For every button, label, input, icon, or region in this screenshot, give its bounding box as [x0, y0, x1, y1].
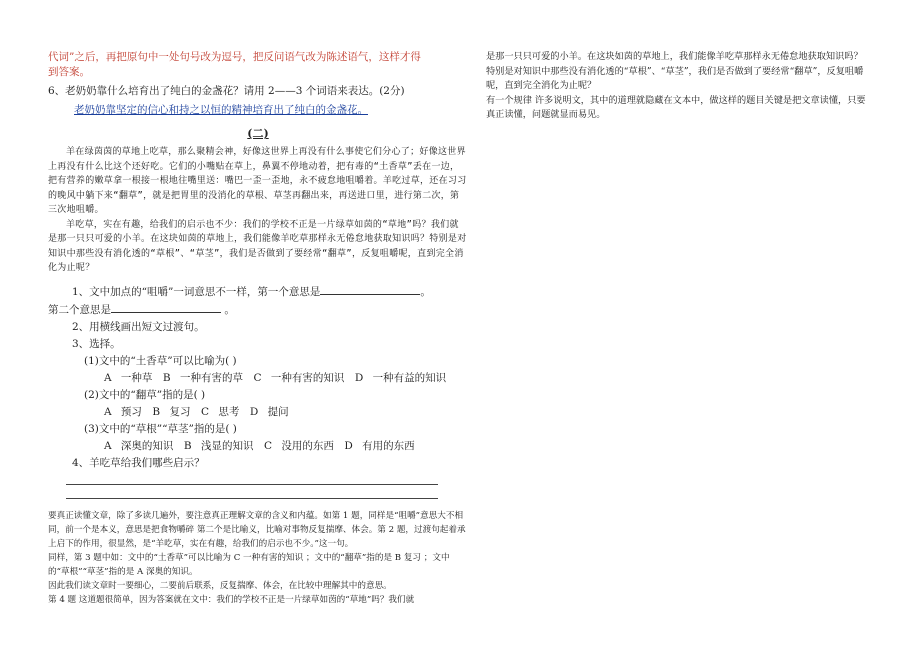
right-line-2: 特别是对知识中那些没有消化透的“草根”、“草茎”，我们是否做到了要经常“翻草”，反复咀嚼 [486, 65, 864, 77]
analysis-paragraph-2: 同样，第 3 题中如：文中的“土香草”可以比喻为 C 一种有害的知识 ；文中的“翻草”指的是 B 复习 ；文中的“草根”“草茎”指的是 A 深奥的知识。 [48, 552, 450, 577]
red-answer-line-1: 代词”之后，再把原句中一处句号改为逗号，把反问语气改为陈述语气，这样才得 [48, 51, 421, 63]
passage-paragraph-1: 羊在绿茵茵的草地上吃草，那么聚精会神，好像这世界上再没有什么事使它们分心了；好像这世界上再没有什么比这个还好吃。它们的小嘴贴在草上，鼻翼不停地动着，把有毒的“土香草”丢在一边，把有营养的嫩草拿一根接一根地往嘴里送：嘴巴一歪一歪地，永不疲怠地咀嚼着。羊吃过草，还在习习的晚风中躺下来“翻草”，就是把胃里的没消化的草根、草茎再翻出来，再送进口里，进行第二次，第三次地咀嚼。 [48, 147, 467, 215]
reading-passage [48, 145, 468, 276]
section-title: (二) [247, 127, 269, 140]
answer-line-1 [66, 471, 438, 485]
question-3-2: (2)文中的“翻草”指的是( ) [84, 388, 206, 401]
question-4: 4、羊吃草给我们哪些启示？ [72, 456, 205, 469]
question-3-1-options: A 一种草 B 一种有害的草 C 一种有害的知识 D 一种有益的知识 [104, 371, 447, 384]
analysis-paragraph-4: 第 4 题 这道题很简单，因为答案就在文中：我们的学校不正是一片绿草如茵的“草地”吗？我们就 [48, 594, 415, 605]
question-1a: 1、文中加点的“咀嚼”一词意思不一样，第一个意思是 。 [72, 285, 431, 298]
question-1b: 第二个意思是 。 [48, 303, 235, 316]
question-6-answer: 老奶奶靠坚定的信心和持之以恒的精神培育出了纯白的金盏花。 [74, 104, 368, 116]
right-column [486, 50, 886, 123]
question-3-3: (3)文中的“草根”“草茎”指的是( ) [84, 422, 237, 435]
question-3-2-options: A 预习 B 复习 C 思考 D 提问 [104, 405, 289, 418]
question-3: 3、选择。 [72, 337, 121, 350]
question-6: 6、老奶奶靠什么培育出了纯白的金盏花？请用 2——3 个词语来表达。(2分) [48, 85, 405, 97]
question-3-3-options: A 深奥的知识 B 浅显的知识 C 没用的东西 D 有用的东西 [104, 439, 415, 452]
right-line-5: 真正读懂，问题就显而易见。 [486, 109, 606, 120]
left-column [48, 50, 468, 607]
analysis-block [48, 509, 468, 607]
analysis-paragraph-3: 因此我们读文章时一要细心，二要前后联系，反复揣摩、体会，在比较中理解其中的意思。 [48, 580, 392, 591]
right-line-3: 呢，直到完全消化为止呢？ [486, 80, 597, 91]
question-block [48, 284, 468, 499]
right-line-4: 有一个规律 许多说明文，其中的道理就隐藏在文本中，做这样的题目关键是把文章读懂，只要 [486, 94, 866, 106]
red-answer-line-2: 到答案。 [48, 66, 90, 78]
analysis-paragraph-1: 要真正读懂文章，除了多读几遍外，要注意真正理解文章的含义和内蕴。如第 1 题，同样是“咀嚼”意思大不相同，前一个是本义，意思是把食物嚼碎 第二个是比喻义，比喻对事物反复揣摩、体会。第 2 题，过渡句起着承上启下的作用，很显然，是“羊吃草，实在有趣，给我们的启示也不少。”这一句。 [48, 510, 466, 549]
question-3-1: (1)文中的“土香草”可以比喻为( ) [84, 354, 237, 367]
question-2: 2、用横线画出短文过渡句。 [72, 320, 205, 333]
answer-line-2 [66, 485, 438, 499]
passage-paragraph-2: 羊吃草，实在有趣，给我们的启示也不少：我们的学校不正是一片绿草如茵的“草地”吗？我们就是那一只只可爱的小羊。在这块如茵的草地上，我们能像羊吃草那样永无倦怠地获取知识吗？特别是对知识中那些没有消化透的“草根”、“草茎”，我们是否做到了要经常“翻草”，反复咀嚼呢，直到完全消化为止呢？ [48, 219, 467, 273]
right-line-1: 是那一只只可爱的小羊。在这块如茵的草地上，我们能像羊吃草那样永无倦怠地获取知识吗？ [486, 51, 863, 62]
